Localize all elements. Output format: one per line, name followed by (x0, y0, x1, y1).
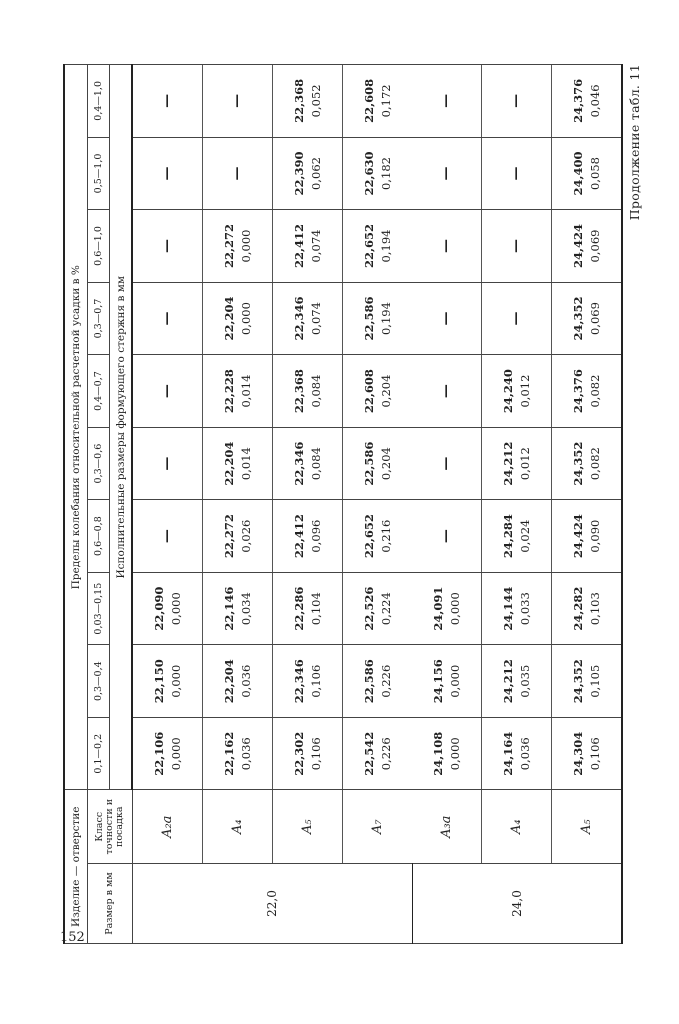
table-row (412, 65, 482, 944)
range-header: 0,3—0,6 (88, 427, 110, 500)
value-cell (273, 65, 343, 138)
nominal-size: 22,346 (291, 441, 306, 486)
nominal-size: 22,390 (291, 151, 306, 196)
nominal-size: 22,204 (221, 659, 236, 704)
tolerance-value: 0,026 (238, 519, 253, 553)
nominal-size: 22,412 (291, 514, 306, 559)
table-row (482, 65, 552, 944)
range-header: 0,4—0,7 (88, 355, 110, 428)
tolerance-value: 0,058 (587, 157, 602, 190)
tolerance-value: 0,069 (587, 229, 602, 263)
nominal-size: 22,608 (361, 78, 376, 123)
value-cell (132, 355, 203, 428)
value-cell (132, 572, 203, 645)
class-cell: A₅ (552, 790, 623, 864)
tolerance-value: 0,036 (238, 737, 253, 771)
nominal-size: 22,652 (361, 514, 376, 559)
size-cell: 22,0 (132, 864, 412, 944)
nominal-size: 22,586 (361, 441, 376, 486)
range-header: 0,6—1,0 (88, 210, 110, 283)
tolerance-value: 0,106 (308, 664, 323, 698)
value-cell (482, 65, 552, 138)
value-cell (203, 137, 273, 210)
table-row (132, 65, 203, 944)
empty-dash: — (438, 166, 454, 181)
tolerance-value: 0,012 (517, 374, 532, 408)
nominal-size: 24,108 (430, 731, 445, 776)
nominal-size: 24,144 (500, 586, 515, 631)
tolerance-value: 0,204 (378, 447, 393, 481)
nominal-size: 24,212 (500, 659, 515, 704)
nominal-size: 24,424 (570, 514, 585, 559)
value-cell (412, 645, 482, 718)
nominal-size: 24,376 (570, 369, 585, 414)
nominal-size: 24,304 (570, 731, 585, 776)
value-cell (552, 500, 623, 573)
value-cell (343, 500, 413, 573)
value-cell (132, 645, 203, 718)
class-cell: A₄ (203, 790, 273, 864)
value-cell (343, 282, 413, 355)
value-cell (203, 210, 273, 283)
tolerance-value: 0,000 (238, 302, 253, 335)
value-cell (343, 717, 413, 790)
empty-dash: — (438, 456, 454, 471)
tolerance-value: 0,012 (517, 447, 532, 481)
empty-dash: — (159, 239, 175, 253)
nominal-size: 22,346 (291, 296, 306, 341)
tolerance-value: 0,000 (168, 664, 183, 698)
value-cell (203, 500, 273, 573)
limits-header: Пределы колебания относительной расчетной усадки в % (64, 65, 88, 790)
tolerance-value: 0,226 (378, 737, 393, 771)
table-row (273, 65, 343, 944)
nominal-size: 22,526 (361, 586, 376, 631)
nominal-size: 24,240 (500, 369, 515, 414)
empty-dash: — (159, 93, 175, 108)
value-cell (482, 137, 552, 210)
value-cell (412, 282, 482, 355)
nominal-size: 22,652 (361, 224, 376, 269)
nominal-size: 22,608 (361, 369, 376, 414)
value-cell (343, 572, 413, 645)
value-cell (343, 210, 413, 283)
tolerance-value: 0,105 (587, 664, 602, 698)
nominal-size: 24,284 (500, 514, 515, 559)
nominal-size: 22,302 (291, 731, 306, 776)
tolerance-value: 0,106 (587, 737, 602, 771)
class-cell: A₂а (132, 790, 203, 864)
value-cell (552, 645, 623, 718)
value-cell (343, 427, 413, 500)
nominal-size: 24,352 (570, 441, 585, 486)
table-row (343, 65, 413, 944)
shrinkage-table (63, 64, 623, 944)
tolerance-value: 0,036 (517, 737, 532, 771)
nominal-size: 22,228 (221, 369, 236, 414)
tolerance-value: 0,074 (308, 229, 323, 263)
tolerance-value: 0,096 (308, 519, 323, 553)
value-cell (552, 355, 623, 428)
nominal-size: 22,542 (361, 731, 376, 776)
tolerance-value: 0,090 (587, 519, 602, 553)
value-cell (203, 355, 273, 428)
exec-sizes-header: Исполнительные размеры формующего стержня в мм (110, 65, 133, 790)
value-cell (203, 282, 273, 355)
value-cell (412, 137, 482, 210)
tolerance-value: 0,024 (517, 519, 532, 553)
tolerance-value: 0,000 (168, 737, 183, 771)
nominal-size: 22,346 (291, 659, 306, 704)
tolerance-value: 0,084 (308, 374, 323, 408)
nominal-size: 22,272 (221, 224, 236, 269)
nominal-size: 24,091 (430, 586, 445, 631)
tolerance-value: 0,074 (308, 302, 323, 335)
value-cell (132, 282, 203, 355)
tolerance-value: 0,104 (308, 592, 323, 626)
value-cell (552, 572, 623, 645)
empty-dash: — (508, 311, 524, 326)
value-cell (203, 65, 273, 138)
nominal-size: 24,156 (430, 659, 445, 704)
value-cell (273, 427, 343, 500)
value-cell (203, 717, 273, 790)
empty-dash: — (438, 93, 454, 108)
range-header: 0,1—0,2 (88, 717, 110, 790)
nominal-size: 22,106 (151, 731, 166, 776)
value-cell (273, 500, 343, 573)
empty-dash: — (438, 239, 454, 253)
value-cell (203, 427, 273, 500)
tolerance-value: 0,194 (378, 302, 393, 335)
tolerance-value: 0,046 (587, 84, 602, 118)
empty-dash: — (438, 311, 454, 326)
range-header: 0,6—0,8 (88, 500, 110, 573)
empty-dash: — (159, 311, 175, 326)
value-cell (482, 645, 552, 718)
value-cell (132, 65, 203, 138)
value-cell (412, 572, 482, 645)
nominal-size: 22,586 (361, 659, 376, 704)
value-cell (552, 717, 623, 790)
value-cell (343, 645, 413, 718)
value-cell (482, 210, 552, 283)
range-header: 0,3—0,4 (88, 645, 110, 718)
value-cell (552, 65, 623, 138)
tolerance-value: 0,224 (378, 592, 393, 626)
tolerance-value: 0,033 (517, 592, 532, 626)
nominal-size: 22,204 (221, 296, 236, 341)
nominal-size: 22,368 (291, 78, 306, 123)
empty-dash: — (159, 529, 175, 544)
tolerance-value: 0,000 (447, 664, 462, 698)
empty-dash: — (229, 166, 245, 181)
class-cell: A₃а (412, 790, 482, 864)
empty-dash: — (159, 166, 175, 181)
value-cell (273, 355, 343, 428)
empty-dash: — (508, 166, 524, 181)
nominal-size: 22,146 (221, 586, 236, 631)
tolerance-value: 0,103 (587, 592, 602, 626)
value-cell (343, 65, 413, 138)
tolerance-value: 0,194 (378, 229, 393, 263)
tolerance-value: 0,034 (238, 592, 253, 626)
empty-dash: — (438, 384, 454, 399)
value-cell (273, 282, 343, 355)
value-cell (412, 427, 482, 500)
tolerance-value: 0,000 (238, 229, 253, 263)
tolerance-value: 0,204 (378, 374, 393, 408)
nominal-size: 24,212 (500, 441, 515, 486)
nominal-size: 22,272 (221, 514, 236, 559)
nominal-size: 24,352 (570, 296, 585, 341)
empty-dash: — (508, 93, 524, 108)
range-header: 0,3—0,7 (88, 282, 110, 355)
nominal-size: 22,204 (221, 441, 236, 486)
tolerance-value: 0,082 (587, 374, 602, 408)
value-cell (132, 500, 203, 573)
value-cell (482, 282, 552, 355)
nominal-size: 22,162 (221, 731, 236, 776)
class-cell: A₇ (343, 790, 413, 864)
size-cell: 24,0 (412, 864, 622, 944)
nominal-size: 22,150 (151, 659, 166, 704)
tolerance-value: 0,182 (378, 157, 393, 190)
value-cell (412, 65, 482, 138)
class-cell: A₄ (482, 790, 552, 864)
value-cell (482, 572, 552, 645)
tolerance-value: 0,172 (378, 84, 393, 118)
tolerance-value: 0,216 (378, 519, 393, 553)
product-header: Изделие — отверстие (64, 790, 88, 944)
tolerance-value: 0,226 (378, 664, 393, 698)
value-cell (552, 282, 623, 355)
value-cell (132, 427, 203, 500)
empty-dash: — (229, 93, 245, 108)
empty-dash: — (438, 529, 454, 544)
value-cell (412, 355, 482, 428)
nominal-size: 24,352 (570, 659, 585, 704)
rotated-page-content (63, 64, 642, 944)
value-cell (412, 717, 482, 790)
nominal-size: 22,412 (291, 224, 306, 269)
table-continuation-caption: Продолжение табл. 11 (627, 64, 642, 221)
tolerance-value: 0,000 (447, 592, 462, 626)
value-cell (482, 427, 552, 500)
value-cell (273, 645, 343, 718)
value-cell (203, 645, 273, 718)
nominal-size: 24,424 (570, 224, 585, 269)
tolerance-value: 0,069 (587, 302, 602, 335)
tolerance-value: 0,014 (238, 447, 253, 481)
tolerance-value: 0,106 (308, 737, 323, 771)
nominal-size: 24,282 (570, 586, 585, 631)
nominal-size: 22,630 (361, 151, 376, 196)
nominal-size: 24,376 (570, 78, 585, 123)
empty-dash: — (159, 456, 175, 471)
tolerance-value: 0,000 (168, 592, 183, 626)
page-number: 152 (60, 930, 85, 945)
value-cell (552, 210, 623, 283)
table-row (552, 65, 623, 944)
value-cell (552, 137, 623, 210)
nominal-size: 22,586 (361, 296, 376, 341)
value-cell (203, 572, 273, 645)
tolerance-value: 0,084 (308, 447, 323, 481)
range-header: 0,4—1,0 (88, 65, 110, 138)
value-cell (412, 210, 482, 283)
nominal-size: 24,400 (570, 151, 585, 196)
value-cell (273, 137, 343, 210)
value-cell (132, 210, 203, 283)
value-cell (273, 210, 343, 283)
value-cell (482, 500, 552, 573)
value-cell (343, 137, 413, 210)
value-cell (482, 355, 552, 428)
value-cell (412, 500, 482, 573)
value-cell (132, 137, 203, 210)
tolerance-value: 0,000 (447, 737, 462, 771)
tolerance-value: 0,082 (587, 447, 602, 481)
empty-dash: — (159, 384, 175, 399)
nominal-size: 24,164 (500, 731, 515, 776)
empty-dash: — (508, 239, 524, 253)
range-header: 0,5—1,0 (88, 137, 110, 210)
table-row (203, 65, 273, 944)
value-cell (273, 572, 343, 645)
class-column-header: Класс точности и посадка (88, 790, 133, 864)
nominal-size: 22,090 (151, 586, 166, 631)
range-header: 0,03—0,15 (88, 572, 110, 645)
value-cell (482, 717, 552, 790)
tolerance-value: 0,052 (308, 84, 323, 118)
nominal-size: 22,368 (291, 369, 306, 414)
tolerance-value: 0,035 (517, 664, 532, 698)
value-cell (132, 717, 203, 790)
class-cell: A₅ (273, 790, 343, 864)
nominal-size: 22,286 (291, 586, 306, 631)
tolerance-value: 0,036 (238, 664, 253, 698)
tolerance-value: 0,062 (308, 157, 323, 190)
value-cell (552, 427, 623, 500)
value-cell (343, 355, 413, 428)
tolerance-value: 0,014 (238, 374, 253, 408)
size-column-header: Размер в мм (88, 864, 133, 944)
value-cell (273, 717, 343, 790)
